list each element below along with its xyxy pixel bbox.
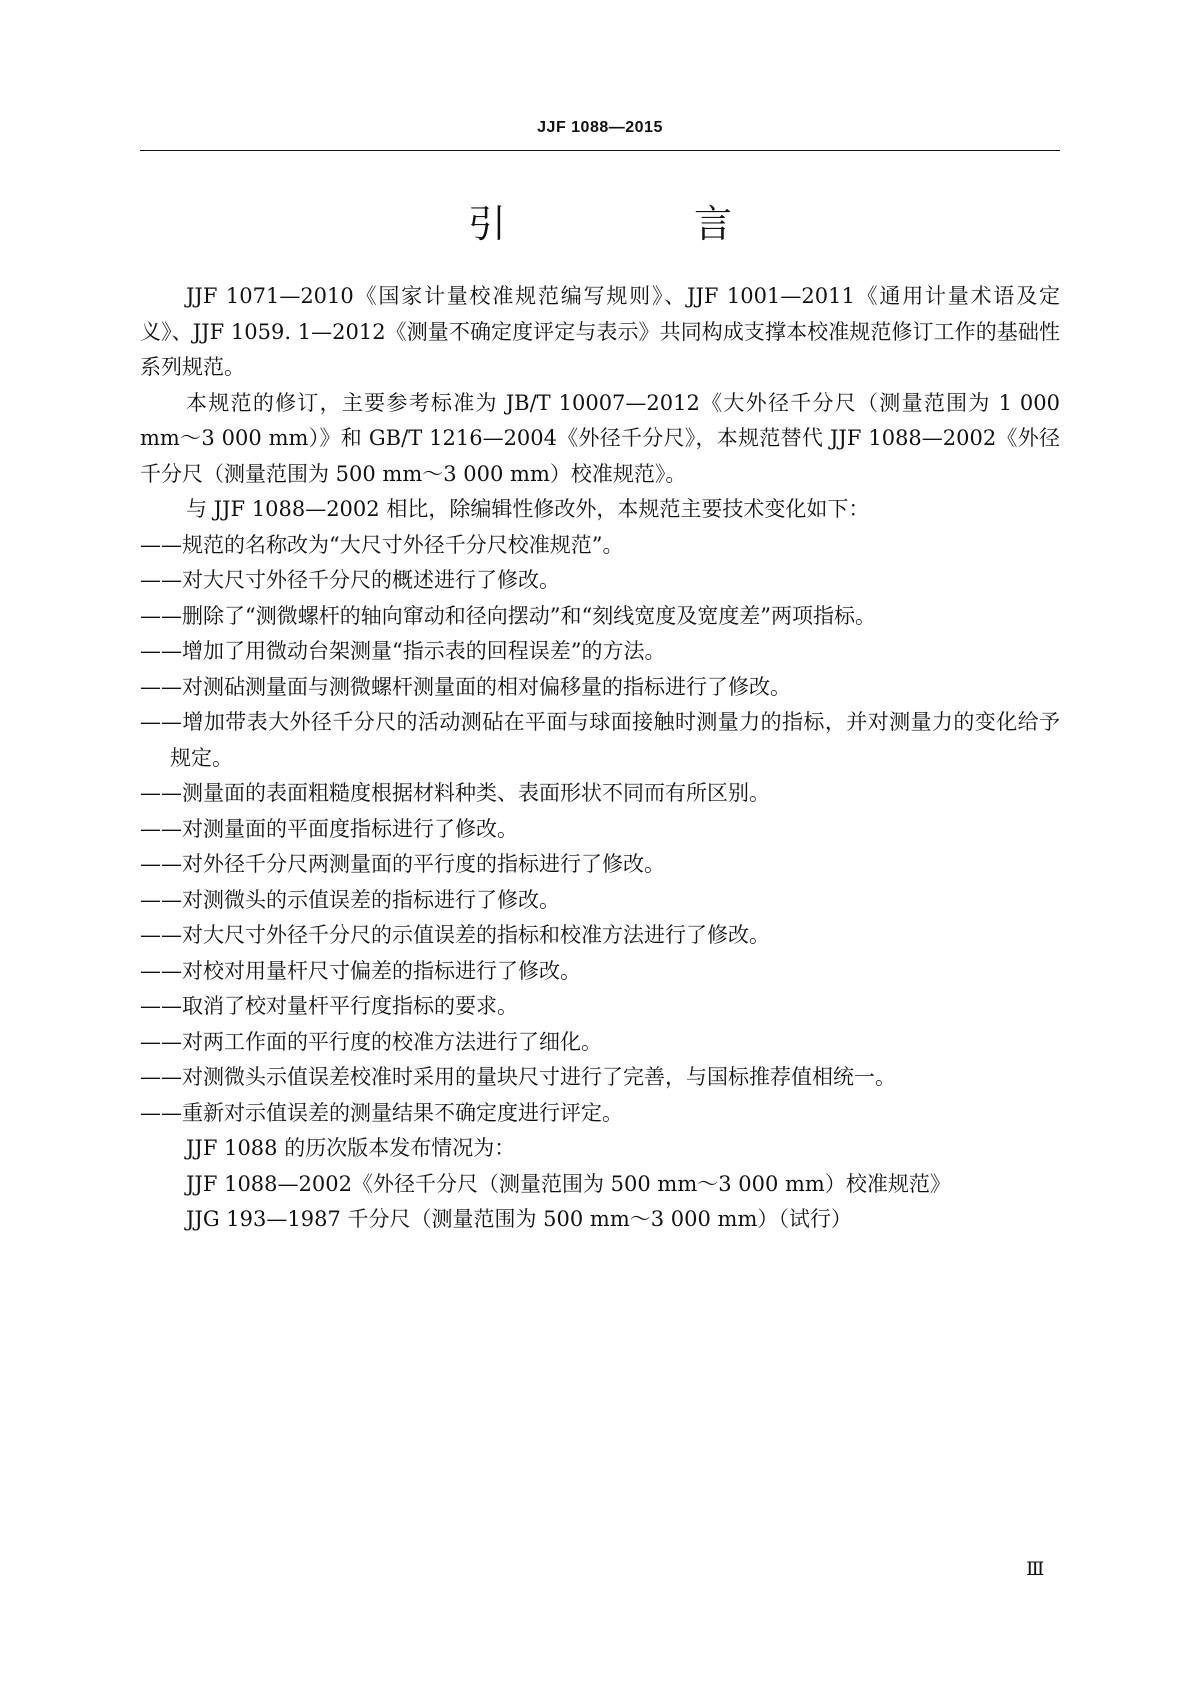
paragraph-references: 本规范的修订，主要参考标准为 JB/T 10007—2012《大外径千分尺（测量范围为 1 000 mm～3 000 mm）》和 GB/T 1216—2004《外径千分尺》，本规范替代 JJF 1088—2002《外径千分尺（测量范围为 500 mm～3 000 mm）校准规范》。: [140, 390, 1060, 486]
change-item: ——对大尺寸外径千分尺的概述进行了修改。: [140, 568, 560, 592]
change-item: ——对测量面的平面度指标进行了修改。: [140, 816, 518, 841]
page-title: 引 言: [467, 202, 821, 246]
history-version: JJG 193—1987 千分尺（测量范围为 500 mm～3 000 mm）（试行）: [186, 1207, 852, 1231]
change-item: ——对测砧测量面与测微螺杆测量面的相对偏移量的指标进行了修改。: [140, 674, 791, 699]
paragraph-basis: JJF 1071—2010《国家计量校准规范编写规则》、JJF 1001—2011《通用计量术语及定义》、JJF 1059. 1—2012《测量不确定度评定与表示》共同构成支撑本校准规范修订工作的基础性系列规范。: [140, 284, 1060, 379]
paragraph-changes-intro: 与 JJF 1088—2002 相比，除编辑性修改外，本规范主要技术变化如下：: [186, 497, 870, 521]
change-item: ——对大尺寸外径千分尺的示值误差的指标和校准方法进行了修改。: [140, 923, 770, 947]
history-version: JJF 1088—2002《外径千分尺（测量范围为 500 mm～3 000 mm）校准规范》: [186, 1171, 951, 1196]
page-number: Ⅲ: [1026, 1558, 1045, 1580]
change-item: ——取消了校对量杆平行度指标的要求。: [140, 994, 518, 1018]
foreword-body: [140, 279, 1060, 1238]
document-code-header: JJF 1088—2015: [537, 119, 663, 136]
change-item: ——增加带表大外径千分尺的活动测砧在平面与球面接触时测量力的指标，并对测量力的变化给予规定。: [140, 710, 1060, 770]
change-item: ——规范的名称改为“大尺寸外径千分尺校准规范”。: [140, 532, 624, 557]
header-rule: [140, 150, 1060, 151]
change-item: ——对测微头的示值误差的指标进行了修改。: [140, 887, 560, 912]
change-item: ——测量面的表面粗糙度根据材料种类、表面形状不同而有所区别。: [140, 781, 770, 805]
change-item: ——增加了用微动台架测量“指示表的回程误差”的方法。: [140, 639, 666, 663]
history-intro: JJF 1088 的历次版本发布情况为：: [186, 1136, 516, 1160]
change-item: ——对校对用量杆尺寸偏差的指标进行了修改。: [140, 958, 581, 983]
change-item: ——对两工作面的平行度的校准方法进行了细化。: [140, 1029, 602, 1054]
change-item: ——对外径千分尺两测量面的平行度的指标进行了修改。: [140, 852, 665, 876]
change-item: ——对测微头示值误差校准时采用的量块尺寸进行了完善，与国标推荐值相统一。: [140, 1065, 896, 1089]
change-item: ——重新对示值误差的测量结果不确定度进行评定。: [140, 1100, 623, 1125]
change-item: ——删除了“测微螺杆的轴向窜动和径向摆动”和“刻线宽度及宽度差”两项指标。: [140, 603, 876, 628]
